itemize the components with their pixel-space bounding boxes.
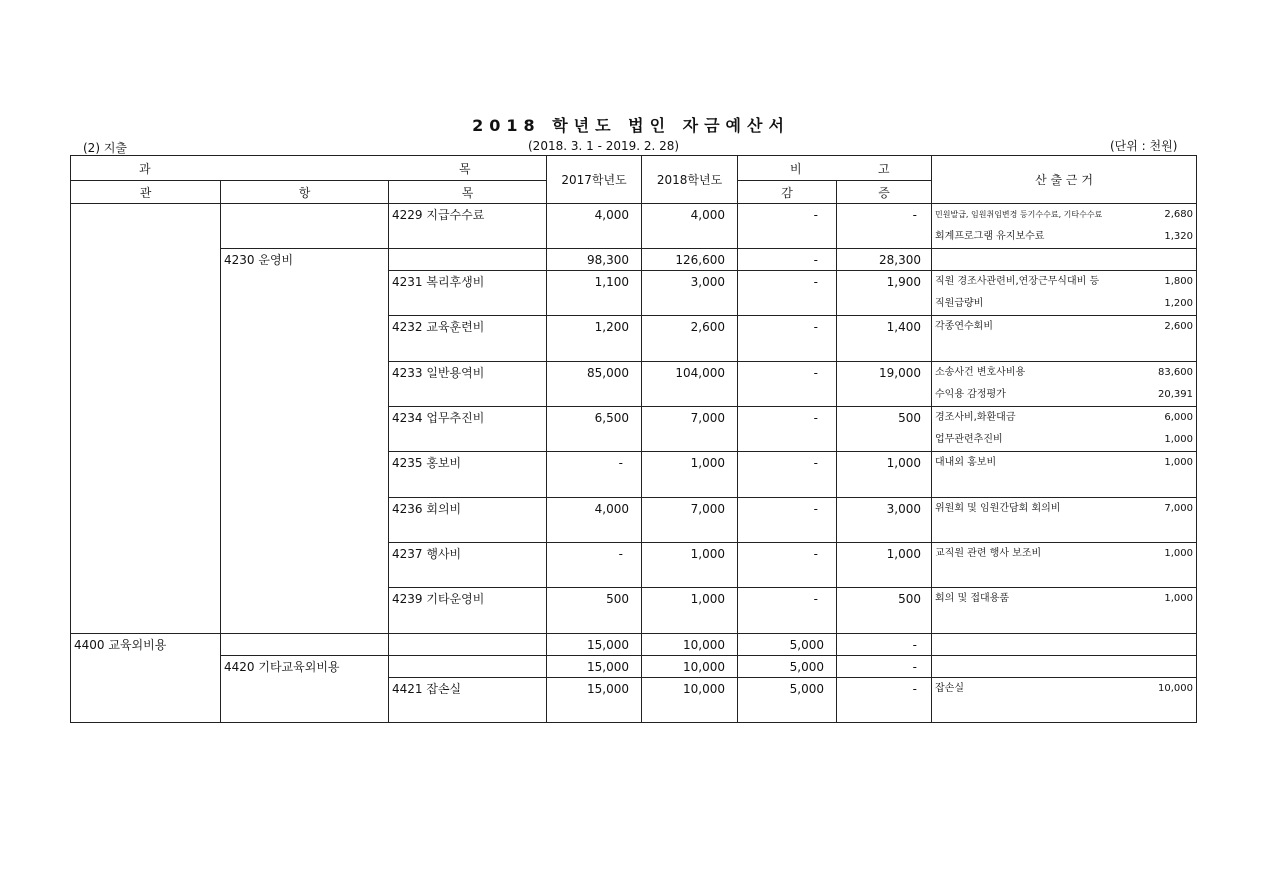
cell-mok: 4237 행사비	[389, 543, 547, 588]
table-row	[71, 407, 1197, 452]
cell-decrease: -	[738, 362, 837, 407]
table-row	[71, 498, 1197, 543]
cell-mok	[389, 249, 547, 271]
cell-2017: 85,000	[547, 362, 642, 407]
table-row	[71, 634, 1197, 656]
cell-decrease: -	[738, 407, 837, 452]
cell-gwan	[71, 588, 221, 634]
basis-text: 경조사비,화환대금	[935, 412, 1016, 423]
header-basis: 산 출 근 거	[932, 156, 1197, 204]
cell-2017: 1,200	[547, 316, 642, 362]
cell-2017: 98,300	[547, 249, 642, 271]
cell-gwan	[71, 271, 221, 316]
cell-2018: 10,000	[642, 634, 738, 656]
cell-mok: 4239 기타운영비	[389, 588, 547, 634]
cell-gwan	[71, 407, 221, 452]
table-row	[71, 271, 1197, 316]
cell-gwan	[71, 452, 221, 498]
fiscal-period: (2018. 3. 1 - 2019. 2. 28)	[528, 139, 680, 153]
basis-line	[935, 293, 1193, 315]
cell-gwan	[71, 316, 221, 362]
basis-line	[935, 429, 1193, 451]
basis-amount: 10,000	[1158, 683, 1194, 694]
cell-decrease: 5,000	[738, 656, 837, 678]
table-row	[71, 656, 1197, 678]
cell-decrease: -	[738, 249, 837, 271]
cell-increase: 1,400	[837, 316, 932, 362]
basis-line	[935, 316, 1193, 338]
cell-gwan: 4400 교육외비용	[71, 634, 221, 656]
cell-2018: 2,600	[642, 316, 738, 362]
unit-label: (단위 : 천원)	[1110, 139, 1178, 153]
header-row-1	[71, 156, 1197, 181]
cell-decrease: -	[738, 543, 837, 588]
basis-amount: 1,000	[1164, 593, 1194, 604]
cell-basis	[932, 634, 1197, 656]
header-remarks	[738, 156, 932, 181]
cell-increase: 500	[837, 588, 932, 634]
table-row	[71, 204, 1197, 249]
basis-text: 위원회 및 임원간담회 회의비	[935, 503, 1061, 514]
basis-text: 소송사건 변호사비용	[935, 367, 1026, 378]
basis-text: 민원발급, 임원취임변경 등기수수료, 기타수수료	[935, 210, 1103, 219]
cell-2018: 10,000	[642, 656, 738, 678]
header-decrease: 감	[738, 181, 837, 204]
header-gwa: 과	[139, 162, 151, 176]
cell-hang	[221, 271, 389, 316]
basis-text: 각종연수회비	[935, 321, 993, 332]
basis-text: 직원급량비	[935, 298, 984, 309]
cell-increase: 28,300	[837, 249, 932, 271]
cell-increase: 19,000	[837, 362, 932, 407]
cell-decrease: -	[738, 452, 837, 498]
cell-2018: 3,000	[642, 271, 738, 316]
table-row	[71, 543, 1197, 588]
basis-amount: 2,680	[1164, 209, 1194, 220]
cell-decrease: -	[738, 498, 837, 543]
basis-amount: 83,600	[1158, 367, 1194, 378]
cell-mok: 4235 홍보비	[389, 452, 547, 498]
cell-gwan	[71, 362, 221, 407]
cell-mok: 4234 업무추진비	[389, 407, 547, 452]
cell-increase: 1,900	[837, 271, 932, 316]
cell-basis	[932, 588, 1197, 634]
cell-mok	[389, 634, 547, 656]
table-row	[71, 588, 1197, 634]
table-row	[71, 249, 1197, 271]
basis-amount: 20,391	[1158, 389, 1194, 400]
cell-hang	[221, 407, 389, 452]
header-gwan: 관	[71, 181, 221, 204]
basis-line	[935, 452, 1193, 474]
header-gwa-mok	[71, 156, 547, 181]
table-row	[71, 362, 1197, 407]
cell-2017: 15,000	[547, 656, 642, 678]
basis-amount: 7,000	[1164, 503, 1194, 514]
cell-2018: 126,600	[642, 249, 738, 271]
section-label: (2) 지출	[83, 141, 127, 155]
budget-table	[70, 155, 1197, 723]
basis-line	[935, 384, 1193, 406]
cell-basis	[932, 678, 1197, 723]
cell-2017: 15,000	[547, 678, 642, 723]
cell-increase: -	[837, 204, 932, 249]
basis-text: 대내외 홍보비	[935, 457, 997, 468]
basis-line	[935, 498, 1193, 520]
basis-line	[935, 678, 1193, 700]
basis-line	[935, 271, 1193, 293]
basis-line	[935, 588, 1193, 610]
basis-text: 회의 및 접대용품	[935, 593, 1009, 604]
cell-2018: 1,000	[642, 588, 738, 634]
basis-amount: 1,800	[1164, 276, 1194, 287]
cell-hang	[221, 204, 389, 249]
cell-hang	[221, 498, 389, 543]
basis-text: 교직원 관련 행사 보조비	[935, 548, 1042, 559]
cell-gwan	[71, 204, 221, 249]
cell-decrease: -	[738, 588, 837, 634]
cell-decrease: 5,000	[738, 678, 837, 723]
cell-basis	[932, 656, 1197, 678]
basis-line	[935, 204, 1193, 226]
basis-text: 직원 경조사관련비,연장근무식대비 등	[935, 276, 1100, 287]
cell-hang	[221, 316, 389, 362]
basis-amount: 1,000	[1164, 548, 1194, 559]
basis-text: 잡손실	[935, 683, 964, 694]
cell-basis	[932, 249, 1197, 271]
cell-mok: 4236 회의비	[389, 498, 547, 543]
cell-basis	[932, 362, 1197, 407]
cell-increase: 3,000	[837, 498, 932, 543]
cell-2018: 10,000	[642, 678, 738, 723]
cell-hang	[221, 678, 389, 723]
cell-2017: 15,000	[547, 634, 642, 656]
cell-decrease: -	[738, 316, 837, 362]
cell-mok: 4233 일반용역비	[389, 362, 547, 407]
header-mok: 목	[389, 181, 547, 204]
basis-amount: 1,000	[1164, 434, 1194, 445]
cell-2017: 6,500	[547, 407, 642, 452]
cell-decrease: -	[738, 271, 837, 316]
header-mok-top: 목	[459, 162, 471, 176]
cell-2017: -	[547, 543, 642, 588]
cell-basis	[932, 271, 1197, 316]
cell-hang: 4230 운영비	[221, 249, 389, 271]
cell-basis	[932, 498, 1197, 543]
cell-basis	[932, 452, 1197, 498]
cell-2018: 104,000	[642, 362, 738, 407]
cell-2018: 1,000	[642, 452, 738, 498]
cell-mok: 4231 복리후생비	[389, 271, 547, 316]
basis-amount: 1,000	[1164, 457, 1194, 468]
header-2017: 2017학년도	[547, 156, 642, 204]
header-bi: 비	[790, 162, 802, 176]
basis-text: 업무관련추진비	[935, 434, 1003, 445]
cell-hang	[221, 634, 389, 656]
cell-hang	[221, 543, 389, 588]
cell-increase: -	[837, 656, 932, 678]
cell-increase: 1,000	[837, 543, 932, 588]
cell-gwan	[71, 249, 221, 271]
cell-2018: 7,000	[642, 407, 738, 452]
cell-2018: 1,000	[642, 543, 738, 588]
cell-mok: 4421 잡손실	[389, 678, 547, 723]
table-row	[71, 316, 1197, 362]
cell-increase: 1,000	[837, 452, 932, 498]
cell-hang: 4420 기타교육외비용	[221, 656, 389, 678]
basis-line	[935, 543, 1193, 565]
document-title: 2018 학년도 법인 자금예산서	[472, 116, 790, 135]
cell-2017: 1,100	[547, 271, 642, 316]
cell-2018: 4,000	[642, 204, 738, 249]
cell-basis	[932, 543, 1197, 588]
cell-decrease: 5,000	[738, 634, 837, 656]
cell-basis	[932, 316, 1197, 362]
header-hang: 항	[221, 181, 389, 204]
cell-mok: 4229 지급수수료	[389, 204, 547, 249]
cell-mok: 4232 교육훈련비	[389, 316, 547, 362]
header-2018: 2018학년도	[642, 156, 738, 204]
cell-decrease: -	[738, 204, 837, 249]
basis-text: 회계프로그램 유지보수료	[935, 231, 1045, 242]
cell-gwan	[71, 498, 221, 543]
basis-text: 수익용 감정평가	[935, 389, 1006, 400]
cell-2017: -	[547, 452, 642, 498]
header-go: 고	[878, 162, 890, 176]
table-row	[71, 452, 1197, 498]
cell-2018: 7,000	[642, 498, 738, 543]
basis-amount: 2,600	[1164, 321, 1194, 332]
table-row	[71, 678, 1197, 723]
basis-line	[935, 362, 1193, 384]
basis-line	[935, 226, 1193, 248]
cell-basis	[932, 204, 1197, 249]
cell-increase: -	[837, 678, 932, 723]
cell-2017: 4,000	[547, 498, 642, 543]
cell-hang	[221, 452, 389, 498]
cell-increase: -	[837, 634, 932, 656]
cell-gwan	[71, 656, 221, 678]
cell-basis	[932, 407, 1197, 452]
cell-2017: 500	[547, 588, 642, 634]
basis-amount: 1,200	[1164, 298, 1194, 309]
header-increase: 증	[837, 181, 932, 204]
cell-gwan	[71, 543, 221, 588]
budget-table-body	[71, 204, 1197, 723]
cell-mok	[389, 656, 547, 678]
basis-amount: 1,320	[1164, 231, 1194, 242]
basis-amount: 6,000	[1164, 412, 1194, 423]
cell-hang	[221, 588, 389, 634]
cell-gwan	[71, 678, 221, 723]
basis-line	[935, 407, 1193, 429]
cell-increase: 500	[837, 407, 932, 452]
cell-2017: 4,000	[547, 204, 642, 249]
cell-hang	[221, 362, 389, 407]
